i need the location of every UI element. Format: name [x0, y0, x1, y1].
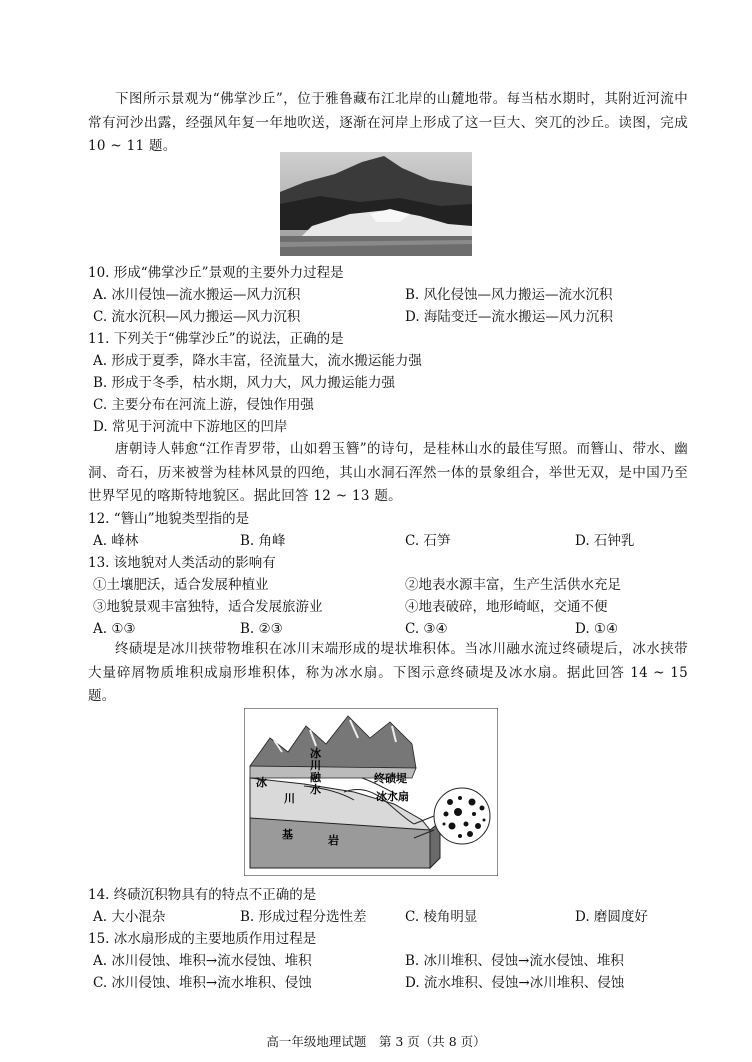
q14-option-b[interactable]: B. 形成过程分选性差 [240, 909, 367, 925]
glacier-block-diagram [244, 708, 498, 876]
q12-option-d[interactable]: D. 石钟乳 [575, 533, 635, 549]
q15-option-a[interactable]: A. 冰川侵蚀、堆积→流水侵蚀、堆积 [93, 953, 312, 969]
label-meltwater: 冰川融水 [310, 747, 321, 796]
landscape-image [280, 152, 472, 256]
label-glacier-2: 川 [284, 792, 295, 805]
q15-option-c[interactable]: C. 冰川侵蚀、堆积→流水堆积、侵蚀 [93, 975, 312, 991]
label-terminal-moraine: 终碛堤 [374, 772, 407, 785]
q11-option-b[interactable]: B. 形成于冬季，枯水期，风力大，风力搬运能力强 [93, 375, 396, 391]
q11-option-c[interactable]: C. 主要分布在河流上游，侵蚀作用强 [93, 397, 314, 413]
q10-option-b[interactable]: B. 风化侵蚀—风力搬运—流水沉积 [405, 287, 613, 303]
question-11-stem: 11. 下列关于“佛掌沙丘”的说法，正确的是 [88, 331, 344, 347]
q13-option-d[interactable]: D. ①④ [575, 621, 619, 637]
q13-option-c[interactable]: C. ③④ [405, 621, 448, 637]
q12-option-a[interactable]: A. 峰林 [93, 533, 139, 549]
intro-paragraph-10-11: 下图所示景观为“佛掌沙丘”，位于雅鲁藏布江北岸的山麓地带。每当枯水期时，其附近河流中常有河沙出露，经强风年复一年地吹送，逐渐在河岸上形成了这一巨大、突兀的沙丘。读图，完成 10 ~ 11 题。 [88, 91, 688, 154]
q11-option-d[interactable]: D. 常见于河流中下游地区的凹岸 [93, 419, 288, 435]
q13-option-a[interactable]: A. ①③ [93, 621, 136, 637]
q13-statement-4: ④地表破碎，地形崎岖，交通不便 [405, 599, 608, 615]
q15-option-d[interactable]: D. 流水堆积、侵蚀→冰川堆积、侵蚀 [405, 975, 625, 991]
intro-paragraph-14-15: 终碛堤是冰川挟带物堆积在冰川末端形成的堤状堆积体。当冰川融水流过终碛堤后，冰水挟带大量碎屑物质堆积成扇形堆积体，称为冰水扇。下图示意终碛堤及冰水扇。据此回答 14 ~ 15 题。 [88, 641, 688, 704]
label-bedrock-2: 岩 [328, 834, 339, 847]
moraine-diagram [244, 708, 498, 876]
label-bedrock: 基 [282, 828, 293, 841]
label-outwash-fan: 冰水扇 [376, 790, 409, 803]
q11-option-a[interactable]: A. 形成于夏季，降水丰富，径流量大，流水搬运能力强 [93, 353, 422, 369]
q14-option-a[interactable]: A. 大小混杂 [93, 909, 166, 925]
q10-option-d[interactable]: D. 海陆变迁—流水搬运—风力沉积 [405, 309, 613, 325]
question-14-stem: 14. 终碛沉积物具有的特点不正确的是 [88, 887, 317, 903]
q12-option-c[interactable]: C. 石笋 [405, 533, 451, 549]
q13-option-b[interactable]: B. ②③ [240, 621, 283, 637]
question-10-stem: 10. 形成“佛掌沙丘”景观的主要外力过程是 [88, 265, 344, 281]
q10-option-a[interactable]: A. 冰川侵蚀—流水搬运—风力沉积 [93, 287, 301, 303]
sand-dune-photo [280, 152, 472, 256]
question-15-stem: 15. 冰水扇形成的主要地质作用过程是 [88, 931, 317, 947]
intro-paragraph-12-13: 唐朝诗人韩愈“江作青罗带，山如碧玉簪”的诗句，是桂林山水的最佳写照。而簪山、带水、幽洞、奇石，历来被誉为桂林风景的四绝，其山水洞石浑然一体的景象组合，举世无双，是中国乃至世界罕见的喀斯特地貌区。据此回答 12 ~ 13 题。 [88, 441, 688, 504]
q13-statement-3: ③地貌景观丰富独特，适合发展旅游业 [93, 599, 323, 615]
label-glacier: 冰 [256, 776, 267, 789]
q12-option-b[interactable]: B. 角峰 [240, 533, 286, 549]
q14-option-d[interactable]: D. 磨圆度好 [575, 909, 648, 925]
question-13-stem: 13. 该地貌对人类活动的影响有 [88, 555, 276, 571]
q10-option-c[interactable]: C. 流水沉积—风力搬运—风力沉积 [93, 309, 301, 325]
q15-option-b[interactable]: B. 冰川堆积、侵蚀→流水侵蚀、堆积 [405, 953, 624, 969]
question-12-stem: 12. “簪山”地貌类型指的是 [88, 511, 250, 527]
q14-option-c[interactable]: C. 棱角明显 [405, 909, 478, 925]
q13-statement-1: ①土壤肥沃，适合发展种植业 [93, 577, 269, 593]
page-footer: 高一年级地理试题 第 3 页（共 8 页） [266, 1034, 486, 1049]
q13-statement-2: ②地表水源丰富，生产生活供水充足 [405, 577, 621, 593]
